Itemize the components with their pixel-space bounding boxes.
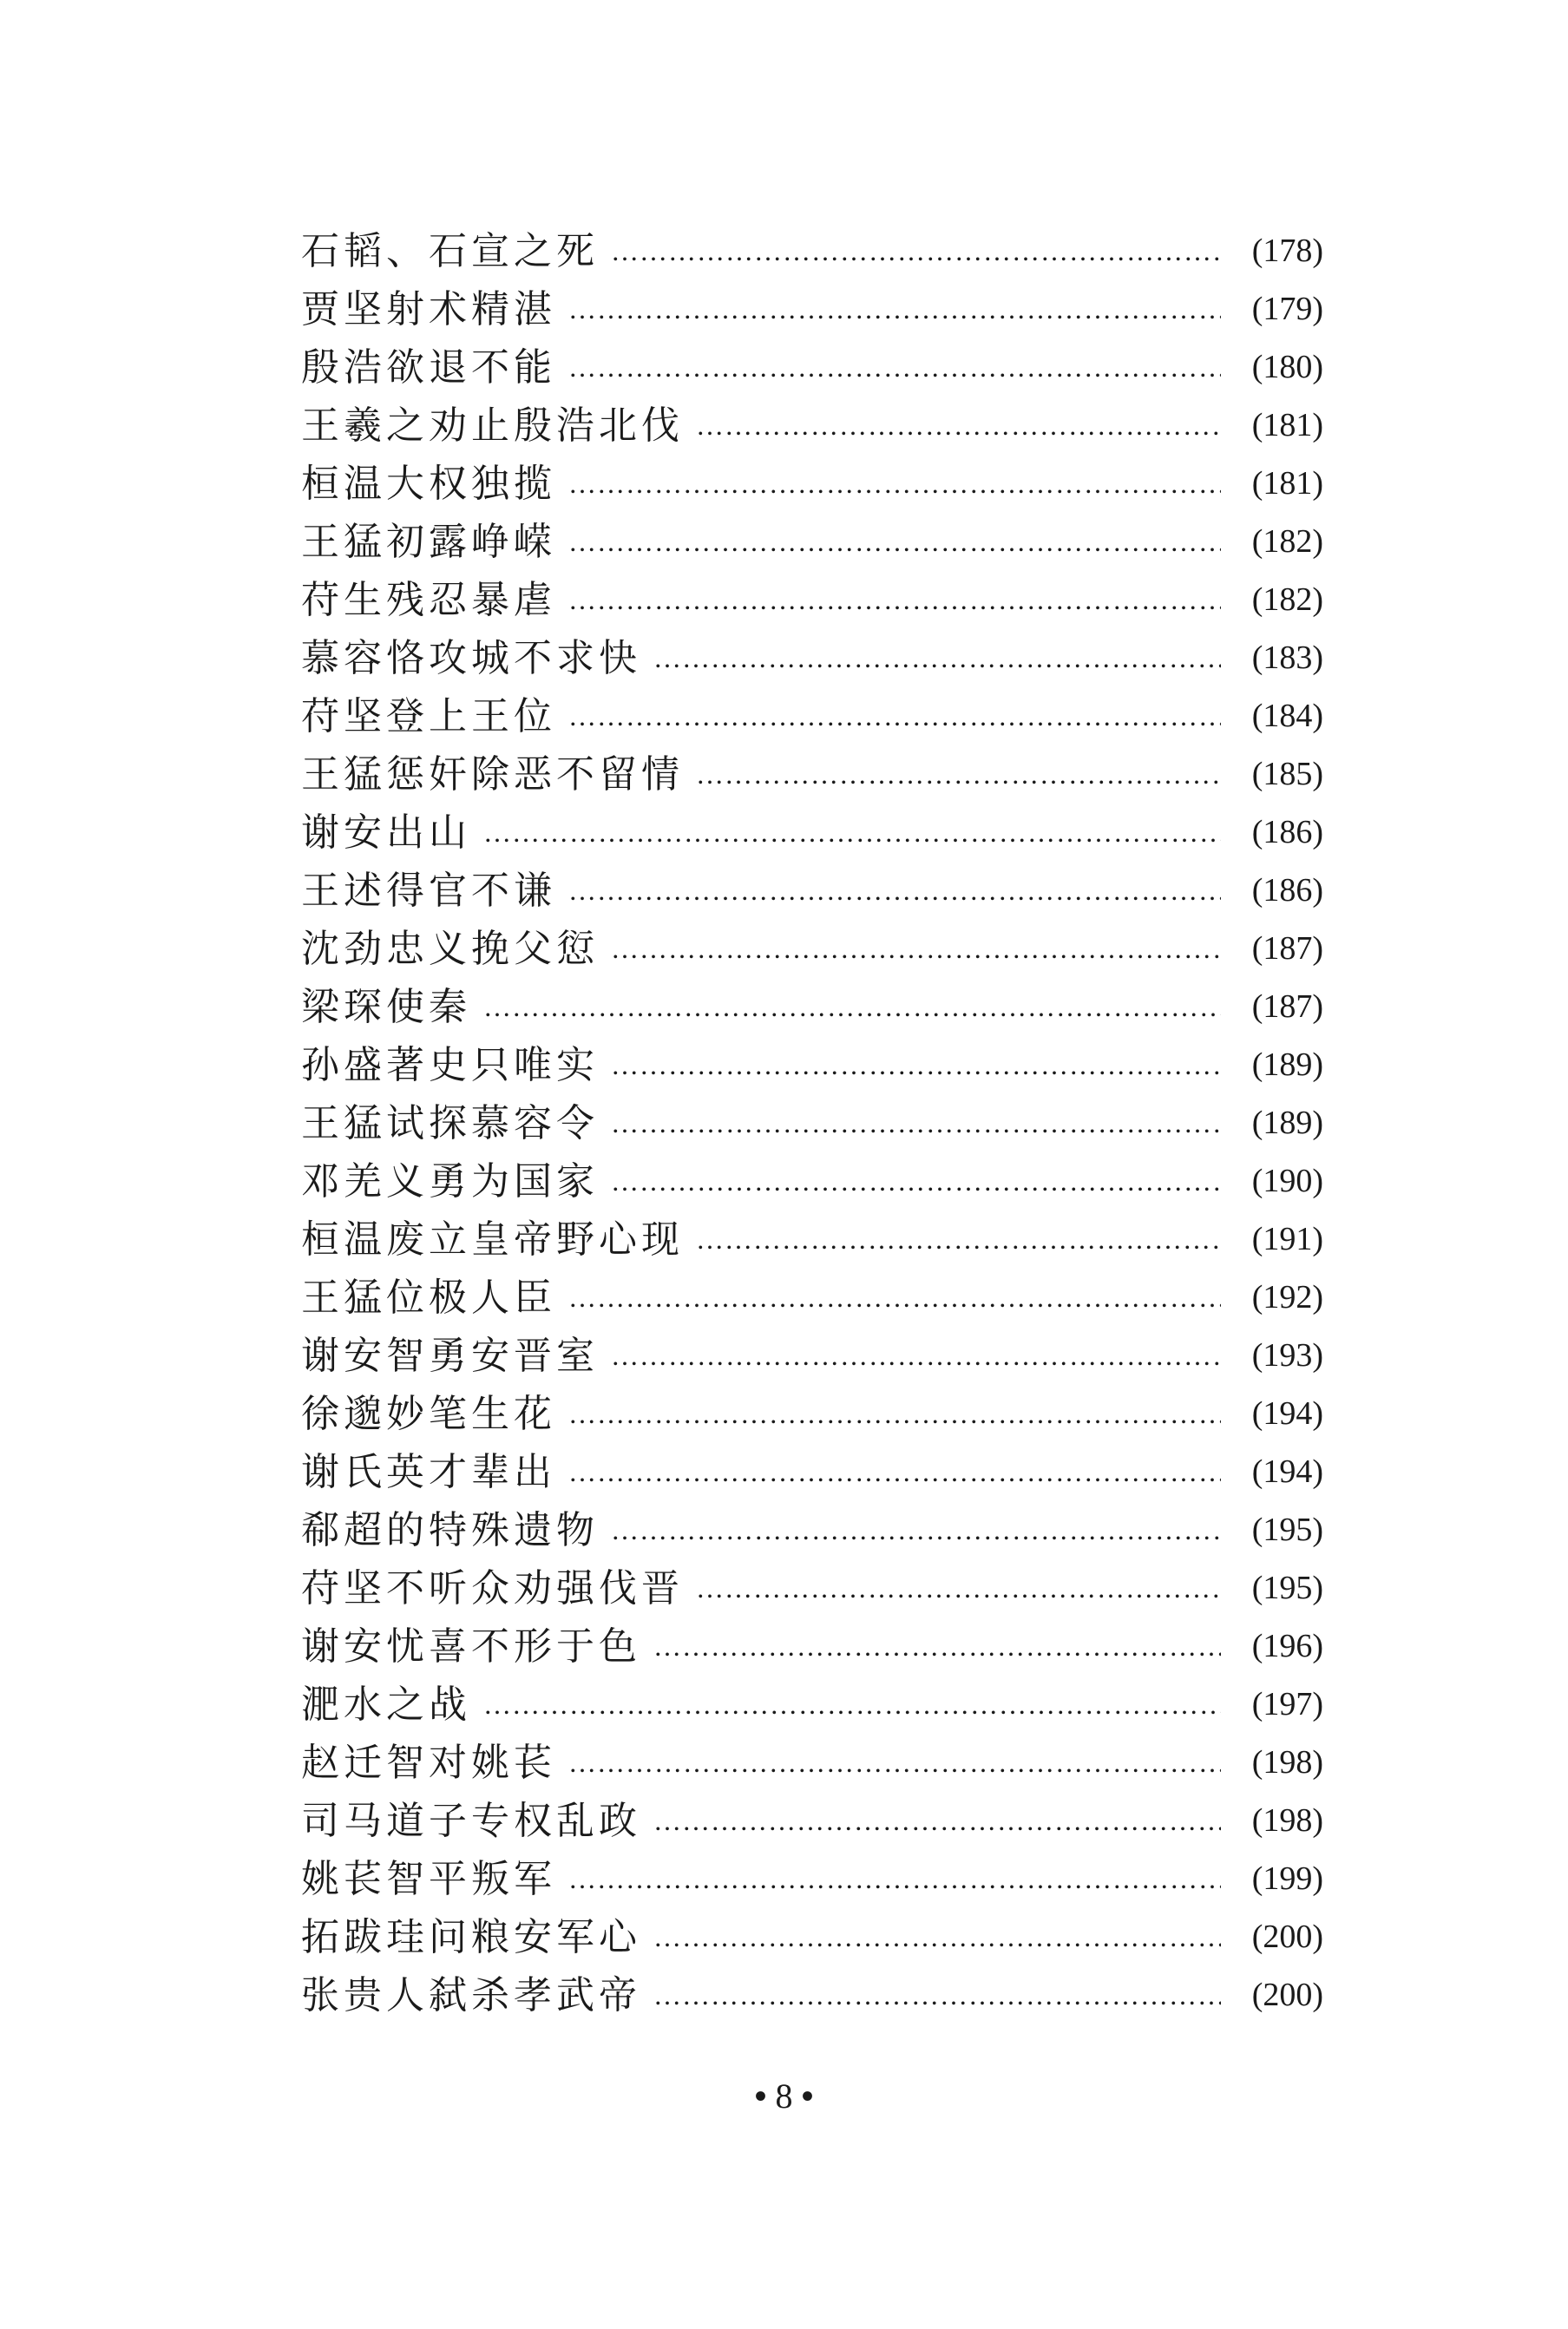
dot-leader (653, 1966, 1221, 2024)
toc-entry-title: 王猛位极人臣 (301, 1276, 556, 1320)
toc-entry[interactable] (301, 1559, 1323, 1617)
toc-entry-title: 王猛惩奸除恶不留情 (301, 752, 684, 797)
toc-entry-page: (182) (1251, 581, 1323, 618)
toc-entry-page: (196) (1251, 1628, 1323, 1664)
dot-leader (568, 862, 1221, 920)
dot-leader (696, 1559, 1221, 1617)
toc-entry[interactable] (301, 1908, 1323, 1966)
dot-leader (568, 338, 1221, 397)
toc-entry-page: (182) (1251, 523, 1323, 560)
dot-leader (483, 804, 1221, 862)
toc-entry-page: (191) (1251, 1221, 1323, 1257)
toc-entry[interactable] (301, 222, 1323, 280)
toc-entry-title: 贾坚射术精湛 (301, 287, 556, 331)
toc-entry-title: 石韬、石宣之死 (301, 229, 599, 273)
toc-entry-title: 谢安智勇安晋室 (301, 1334, 599, 1378)
toc-entry-page: (186) (1251, 872, 1323, 909)
toc-entry-page: (195) (1251, 1512, 1323, 1548)
footer-bullet-left: • (754, 2076, 767, 2116)
dot-leader (568, 280, 1221, 338)
toc-entry-page: (181) (1251, 407, 1323, 443)
toc-entry[interactable] (301, 920, 1323, 978)
toc-entry[interactable] (301, 513, 1323, 571)
toc-entry-page: (198) (1251, 1802, 1323, 1839)
toc-entry-title: 张贵人弑杀孝武帝 (301, 1973, 641, 2017)
toc-entry-page: (189) (1251, 1105, 1323, 1141)
toc-entry-title: 王猛试探慕容令 (301, 1101, 599, 1145)
toc-entry-page: (181) (1251, 465, 1323, 502)
toc-entry[interactable] (301, 397, 1323, 455)
toc-entry-page: (184) (1251, 698, 1323, 734)
toc-entry[interactable] (301, 745, 1323, 804)
toc-entry-page: (179) (1251, 291, 1323, 327)
toc-entry-page: (192) (1251, 1279, 1323, 1315)
toc-entry-title: 苻生残忍暴虐 (301, 578, 556, 622)
toc-entry[interactable] (301, 1152, 1323, 1210)
toc-entry-page: (193) (1251, 1337, 1323, 1374)
toc-entry[interactable] (301, 1617, 1323, 1676)
dot-leader (483, 1676, 1221, 1734)
toc-entry-page: (180) (1251, 349, 1323, 385)
toc-entry-title: 王羲之劝止殷浩北伐 (301, 403, 684, 448)
toc-entry-title: 谢安出山 (301, 810, 471, 855)
toc-entry-page: (185) (1251, 756, 1323, 792)
toc-entry[interactable] (301, 338, 1323, 397)
toc-entry[interactable] (301, 1036, 1323, 1094)
toc-entry[interactable] (301, 455, 1323, 513)
dot-leader (696, 397, 1221, 455)
toc-entry-page: (194) (1251, 1453, 1323, 1490)
toc-entry-title: 沈劲忠义挽父愆 (301, 927, 599, 971)
toc-entry[interactable] (301, 571, 1323, 629)
dot-leader (611, 1094, 1221, 1152)
page-number: 8 (775, 2076, 793, 2116)
toc-entry-title: 拓跋珪问粮安军心 (301, 1915, 641, 1959)
dot-leader (568, 1385, 1221, 1443)
toc-entry-title: 王述得官不谦 (301, 869, 556, 913)
dot-leader (653, 1792, 1221, 1850)
toc-entry-title: 司马道子专权乱政 (301, 1799, 641, 1843)
toc-entry-title: 赵迁智对姚苌 (301, 1741, 556, 1785)
toc-entry[interactable] (301, 862, 1323, 920)
toc-entry-page: (187) (1251, 930, 1323, 967)
page-footer (0, 2076, 1568, 2116)
dot-leader (696, 1210, 1221, 1269)
toc-entry-title: 桓温大权独揽 (301, 462, 556, 506)
toc-entry[interactable] (301, 687, 1323, 745)
toc-entry-title: 桓温废立皇帝野心现 (301, 1217, 684, 1262)
dot-leader (568, 455, 1221, 513)
toc-entry-title: 梁琛使秦 (301, 985, 471, 1029)
toc-entry-page: (183) (1251, 640, 1323, 676)
toc-entry[interactable] (301, 1676, 1323, 1734)
toc-entry-title: 徐邈妙笔生花 (301, 1392, 556, 1436)
toc-entry-page: (195) (1251, 1570, 1323, 1606)
dot-leader (568, 571, 1221, 629)
dot-leader (568, 1734, 1221, 1792)
dot-leader (611, 1152, 1221, 1210)
dot-leader (611, 1501, 1221, 1559)
toc-entry-page: (178) (1251, 233, 1323, 269)
toc-entry-page: (197) (1251, 1686, 1323, 1722)
toc-entry-title: 苻坚登上王位 (301, 694, 556, 738)
toc-entry-title: 殷浩欲退不能 (301, 345, 556, 390)
toc-entry-title: 郗超的特殊遗物 (301, 1508, 599, 1552)
toc-entry-page: (190) (1251, 1163, 1323, 1199)
toc-entry-page: (198) (1251, 1744, 1323, 1781)
toc-entry-page: (200) (1251, 1919, 1323, 1955)
toc-entry[interactable] (301, 1501, 1323, 1559)
toc-entry-title: 孙盛著史只唯实 (301, 1043, 599, 1087)
toc-entry-page: (199) (1251, 1860, 1323, 1897)
dot-leader (568, 687, 1221, 745)
toc-entry-page: (186) (1251, 814, 1323, 850)
dot-leader (696, 745, 1221, 804)
footer-bullet-right: • (801, 2076, 814, 2116)
toc-entry-title: 谢氏英才辈出 (301, 1450, 556, 1494)
dot-leader (483, 978, 1221, 1036)
toc-entry[interactable] (301, 1210, 1323, 1269)
toc-entry[interactable] (301, 1734, 1323, 1792)
dot-leader (568, 1269, 1221, 1327)
dot-leader (611, 920, 1221, 978)
toc-entry-title: 苻坚不听众劝强伐晋 (301, 1566, 684, 1611)
toc-entry[interactable] (301, 1094, 1323, 1152)
toc-entry[interactable] (301, 1443, 1323, 1501)
dot-leader (568, 1443, 1221, 1501)
toc-entry[interactable] (301, 978, 1323, 1036)
toc-entry-title: 谢安忧喜不形于色 (301, 1624, 641, 1669)
dot-leader (568, 513, 1221, 571)
dot-leader (653, 1617, 1221, 1676)
toc-entry-title: 慕容恪攻城不求快 (301, 636, 641, 680)
toc-entry-title: 王猛初露峥嵘 (301, 520, 556, 564)
toc-entry-title: 淝水之战 (301, 1683, 471, 1727)
dot-leader (568, 1850, 1221, 1908)
toc-entry-page: (194) (1251, 1395, 1323, 1432)
toc-entry-page: (187) (1251, 988, 1323, 1025)
toc-entry-title: 邓羌义勇为国家 (301, 1159, 599, 1204)
toc-entry[interactable] (301, 280, 1323, 338)
toc-entry[interactable] (301, 1792, 1323, 1850)
dot-leader (611, 1036, 1221, 1094)
table-of-contents (301, 222, 1323, 2024)
toc-entry-page: (200) (1251, 1977, 1323, 2013)
dot-leader (611, 222, 1221, 280)
toc-entry[interactable] (301, 1385, 1323, 1443)
toc-entry[interactable] (301, 1269, 1323, 1327)
toc-entry[interactable] (301, 1850, 1323, 1908)
dot-leader (653, 629, 1221, 687)
toc-entry-title: 姚苌智平叛军 (301, 1857, 556, 1901)
dot-leader (653, 1908, 1221, 1966)
toc-entry[interactable] (301, 804, 1323, 862)
toc-entry-page: (189) (1251, 1046, 1323, 1083)
toc-entry[interactable] (301, 629, 1323, 687)
toc-entry[interactable] (301, 1327, 1323, 1385)
dot-leader (611, 1327, 1221, 1385)
toc-entry[interactable] (301, 1966, 1323, 2024)
